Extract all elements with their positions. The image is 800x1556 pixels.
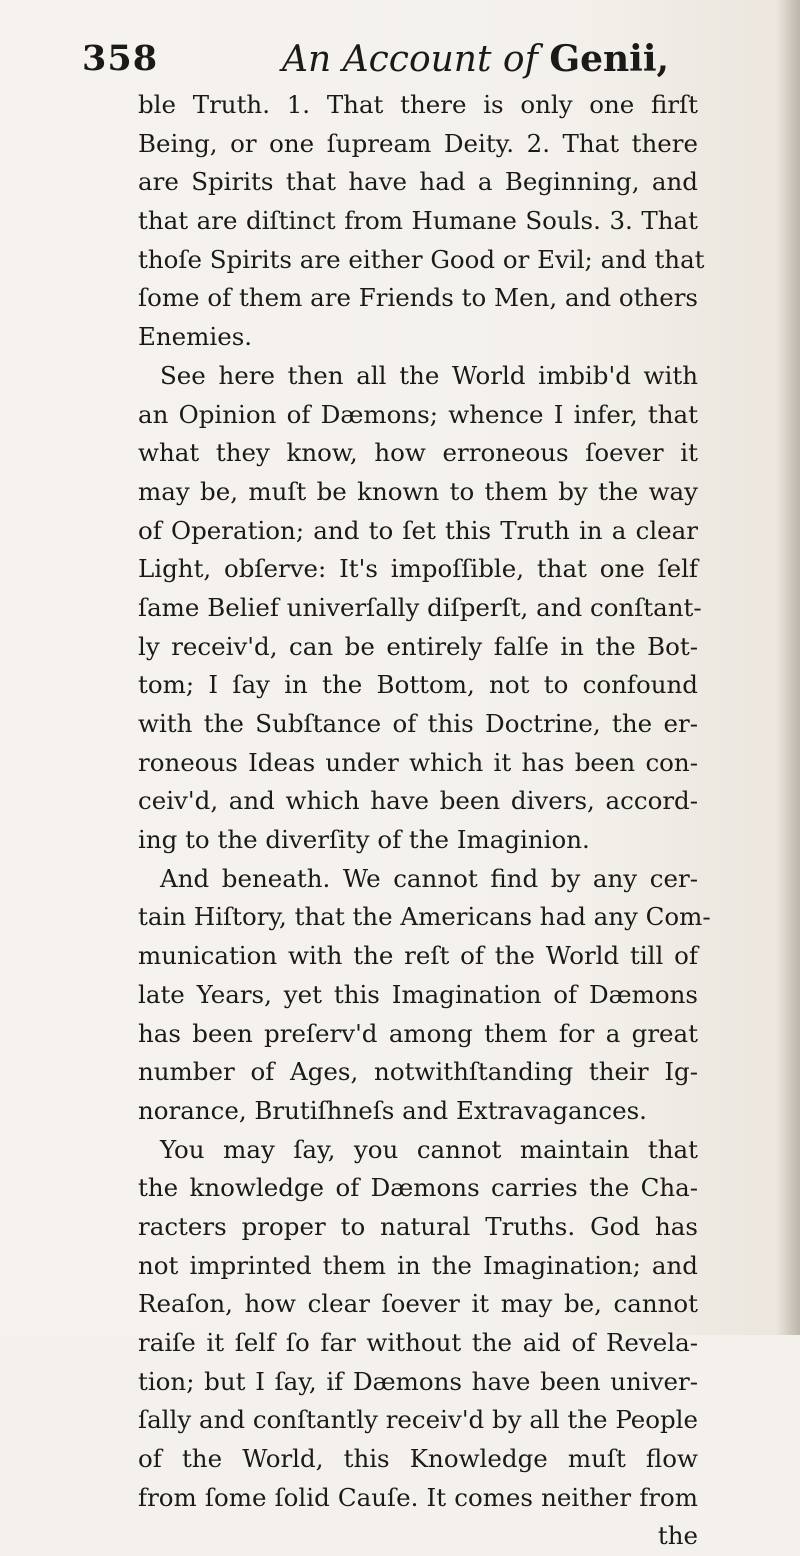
- text-line: roneous Ideas under which it has been con-: [138, 747, 698, 777]
- text-line: thoſe Spirits are either Good or Evil; and that: [138, 244, 705, 274]
- text-line: ceiv'd, and which have been divers, accord-: [138, 786, 698, 816]
- running-head-italic: An Account of: [282, 39, 538, 80]
- text-line: late Years, yet this Imagination of Dæmons: [138, 979, 698, 1009]
- text-line: ſally and conſtantly receiv'd by all the People: [138, 1405, 698, 1435]
- page-number: 358: [82, 38, 159, 79]
- text-line: racters proper to natural Truths. God has: [138, 1211, 698, 1241]
- text-line: not imprinted them in the Imagination; and: [138, 1250, 698, 1280]
- text-line: what they know, how erroneous ſoever it: [138, 438, 698, 468]
- text-line: tion; but I ſay, if Dæmons have been univer-: [138, 1366, 698, 1396]
- text-line: that are diſtinct from Humane Souls. 3. That: [138, 206, 698, 236]
- text-line: of the World, this Knowledge muſt flow: [138, 1444, 698, 1474]
- running-head: [282, 38, 669, 80]
- text-line: ſome of them are Friends to Men, and others: [138, 283, 698, 313]
- catchword: the: [657, 1521, 698, 1551]
- text-line: munication with the reſt of the World till of: [138, 941, 698, 971]
- text-line: the knowledge of Dæmons carries the Cha-: [138, 1173, 698, 1203]
- page-edge-shadow: [778, 0, 800, 1335]
- text-line: raiſe it ſelf ſo far without the aid of Revela-: [138, 1328, 698, 1357]
- text-line: Enemies.: [138, 322, 253, 352]
- text-line: ing to the diverſity of the Imaginion.: [138, 825, 590, 855]
- text-line: ly receiv'd, can be entirely falſe in the Bot-: [138, 631, 698, 661]
- text-line: number of Ages, notwithſtanding their Ig-: [138, 1057, 698, 1087]
- text-line: Light, obſerve: It's impoſſible, that one ſelf: [138, 554, 698, 584]
- text-line: Reaſon, how clear ſoever it may be, cannot: [138, 1289, 698, 1319]
- text-line: from ſome ſolid Cauſe. It comes neither from: [138, 1482, 698, 1512]
- text-line: tain Hiſtory, that the Americans had any Com-: [138, 902, 711, 932]
- text-line: ſame Belief univerſally diſperſt, and conſtant-: [138, 592, 702, 622]
- text-line: See here then all the World imbib'd with: [160, 360, 698, 390]
- text-line: may be, muſt be known to them by the way: [138, 476, 698, 506]
- text-line: Being, or one ſupream Deity. 2. That there: [138, 128, 698, 158]
- text-line: norance, Brutiſhneſs and Extravagances.: [138, 1095, 647, 1125]
- text-line: with the Subſtance of this Doctrine, the er-: [138, 709, 698, 738]
- text-line: And beneath. We cannot find by any cer-: [160, 863, 698, 893]
- text-line: tom; I ſay in the Bottom, not to confound: [138, 670, 698, 700]
- text-line: of Operation; and to ſet this Truth in a clear: [138, 515, 698, 545]
- text-line: ble Truth. 1. That there is only one firſt: [138, 90, 698, 119]
- running-head-roman: Genii,: [549, 38, 670, 80]
- text-line: has been preſerv'd among them for a great: [138, 1018, 698, 1048]
- body-text: [138, 86, 711, 1556]
- text-line: an Opinion of Dæmons; whence I infer, that: [138, 399, 698, 429]
- text-line: You may ſay, you cannot maintain that: [160, 1134, 698, 1164]
- text-line: are Spirits that have had a Beginning, and: [138, 167, 698, 197]
- page-header: [82, 34, 682, 88]
